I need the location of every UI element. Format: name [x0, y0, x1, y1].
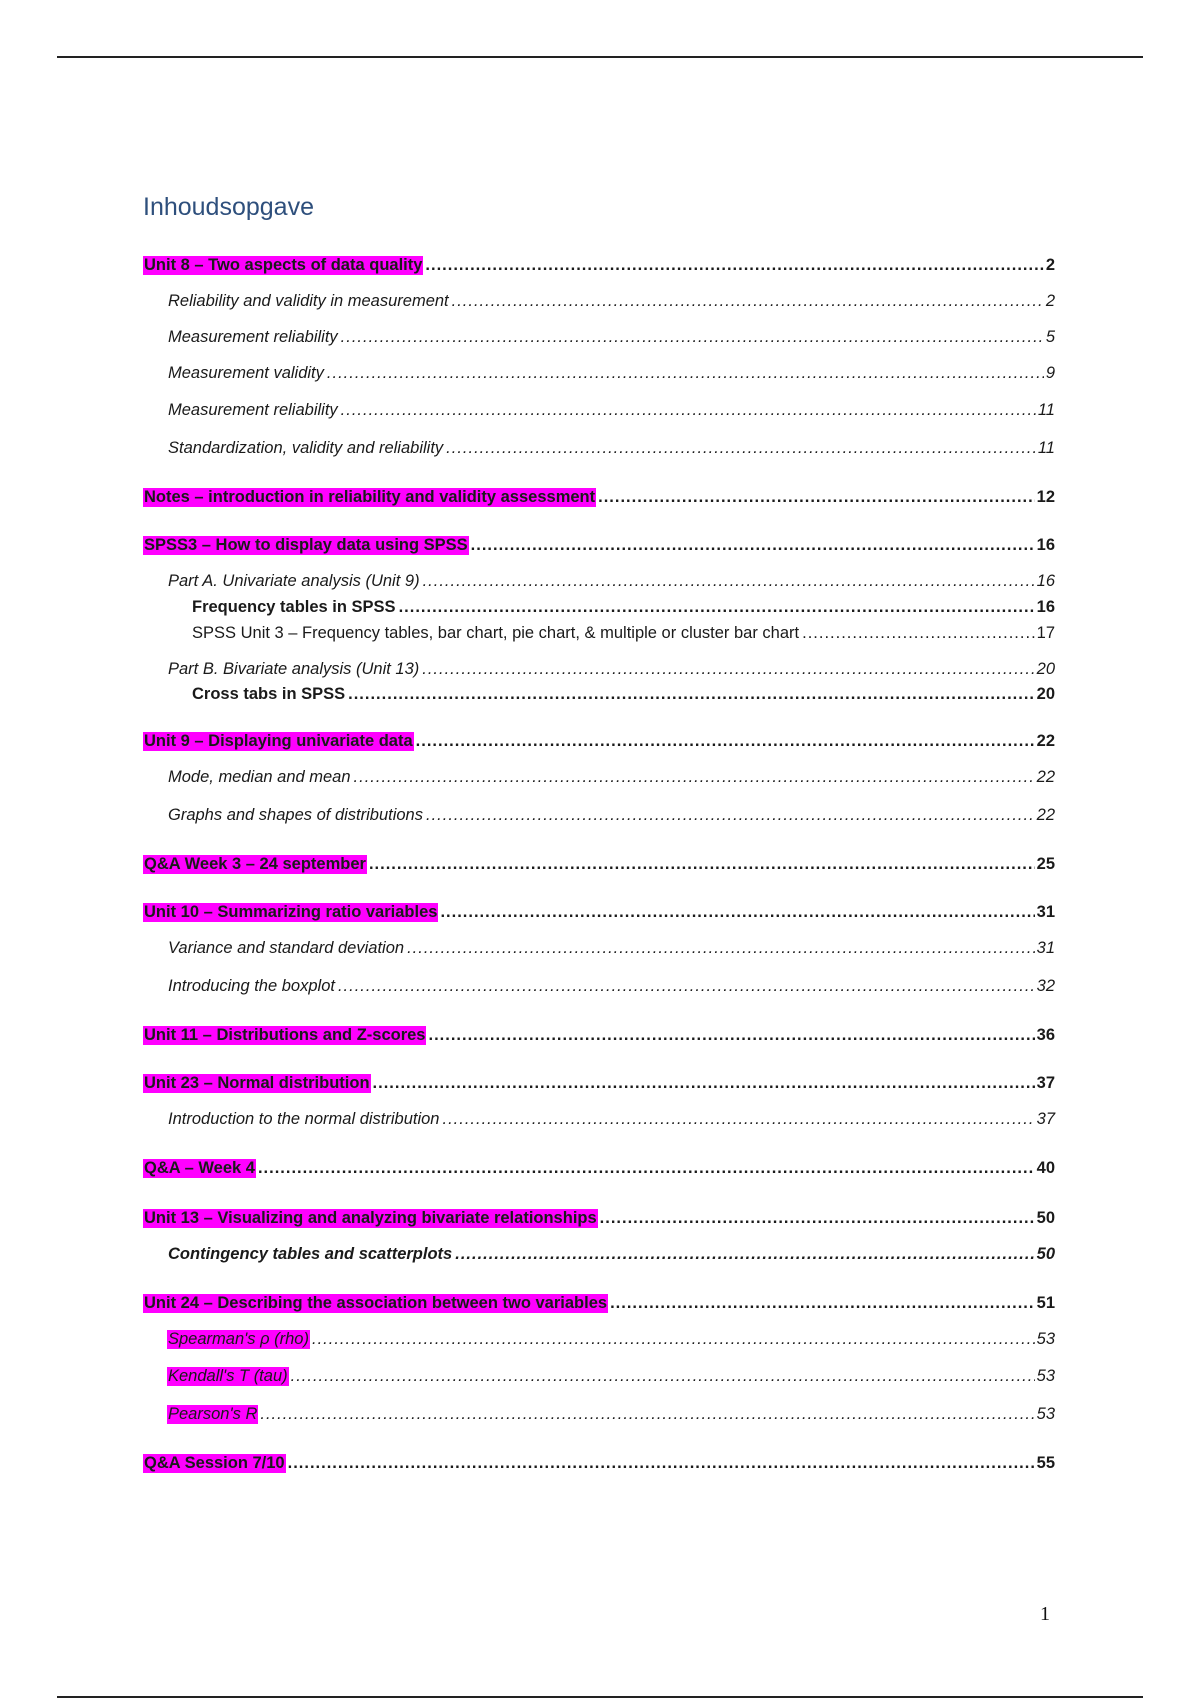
- toc-entry-text: Measurement reliability: [168, 328, 338, 346]
- toc-entry-page: 22: [1036, 806, 1055, 824]
- toc-entry-page: 31: [1036, 903, 1055, 921]
- dot-leader: [426, 806, 1035, 825]
- dot-leader: [291, 1367, 1035, 1386]
- toc-entry-page: 2: [1045, 292, 1055, 310]
- toc-entry-text: Measurement reliability: [168, 401, 338, 419]
- toc-entry-page: 53: [1036, 1367, 1055, 1385]
- toc-entry-text: Unit 11 – Distributions and Z-scores: [144, 1026, 426, 1044]
- dot-leader: [341, 328, 1044, 347]
- dot-leader: [598, 488, 1035, 507]
- toc-entry[interactable]: [167, 660, 1055, 686]
- dot-leader: [260, 1405, 1034, 1424]
- toc-entry-page: 22: [1036, 768, 1055, 786]
- toc-entry-text: Unit 23 – Normal distribution: [144, 1074, 370, 1092]
- page-number: 1: [1040, 1603, 1050, 1625]
- dot-leader: [416, 732, 1035, 751]
- toc-entry-text: Contingency tables and scatterplots: [168, 1245, 453, 1263]
- toc-entry-text: Part B. Bivariate analysis (Unit 13): [168, 660, 420, 678]
- toc-entry-text: Kendall's T (tau): [168, 1367, 288, 1385]
- dot-leader: [288, 1454, 1035, 1473]
- toc-entry-page: 25: [1036, 855, 1055, 873]
- toc-entry-text: SPSS Unit 3 – Frequency tables, bar chart, pie chart, & multiple or cluster bar chart: [192, 624, 800, 642]
- toc-entry-text: Q&A Session 7/10: [144, 1454, 285, 1472]
- toc-entry-page: 22: [1036, 732, 1055, 750]
- toc-entry-page: 37: [1036, 1074, 1055, 1092]
- dot-leader: [443, 1110, 1035, 1129]
- toc-entry[interactable]: [143, 732, 1055, 758]
- toc-entry-text: Frequency tables in SPSS: [192, 598, 396, 616]
- toc-entry-text: Unit 24 – Describing the association between two variables: [144, 1294, 608, 1312]
- dot-leader: [446, 439, 1036, 458]
- toc-entry[interactable]: [167, 1367, 1055, 1393]
- dot-leader: [802, 624, 1035, 643]
- toc-entry-text: Graphs and shapes of distributions: [168, 806, 423, 824]
- dot-leader: [428, 1026, 1034, 1045]
- toc-entry-text: Introduction to the normal distribution: [168, 1110, 440, 1128]
- toc-entry[interactable]: [143, 488, 1055, 514]
- footer-rule: [57, 1696, 1143, 1698]
- toc-entry[interactable]: [167, 572, 1055, 598]
- dot-leader: [423, 572, 1035, 591]
- toc-entry-page: 16: [1036, 536, 1055, 554]
- toc-entry[interactable]: [167, 292, 1055, 318]
- dot-leader: [373, 1074, 1035, 1093]
- toc-entry-text: Variance and standard deviation: [168, 939, 405, 957]
- toc-entry[interactable]: [167, 328, 1055, 354]
- toc-entry-page: 11: [1037, 439, 1055, 457]
- toc-entry-page: 9: [1045, 364, 1055, 382]
- dot-leader: [327, 364, 1044, 383]
- toc-entry-page: 5: [1045, 328, 1055, 346]
- toc-entry-page: 32: [1036, 977, 1055, 995]
- dot-leader: [610, 1294, 1035, 1313]
- toc-entry[interactable]: [143, 1026, 1055, 1052]
- toc-entry-page: 55: [1036, 1454, 1055, 1472]
- toc-entry-page: 16: [1036, 572, 1055, 590]
- toc-title: Inhoudsopgave: [143, 193, 314, 221]
- toc-entry-page: 16: [1036, 598, 1055, 616]
- dot-leader: [341, 401, 1036, 420]
- toc-entry-text: Cross tabs in SPSS: [192, 685, 346, 703]
- dot-leader: [600, 1209, 1035, 1228]
- toc-entry[interactable]: [167, 401, 1055, 427]
- toc-entry[interactable]: [167, 439, 1055, 465]
- dot-leader: [258, 1159, 1035, 1178]
- toc-entry-text: Introducing the boxplot: [168, 977, 335, 995]
- toc-entry-text: Part A. Univariate analysis (Unit 9): [168, 572, 420, 590]
- toc-entry-page: 53: [1036, 1330, 1055, 1348]
- toc-entry-text: Q&A – Week 4: [144, 1159, 255, 1177]
- dot-leader: [455, 1245, 1034, 1264]
- dot-leader: [425, 256, 1043, 275]
- toc-entry-text: Standardization, validity and reliability: [168, 439, 444, 457]
- toc-entry[interactable]: [143, 1294, 1055, 1320]
- dot-leader: [312, 1330, 1035, 1349]
- toc-entry[interactable]: [167, 939, 1055, 965]
- dot-leader: [422, 660, 1034, 679]
- toc-entry-text: Q&A Week 3 – 24 september: [144, 855, 366, 873]
- toc-entry-text: Notes – introduction in reliability and validity assessment: [144, 488, 596, 506]
- toc-entry[interactable]: [143, 1209, 1055, 1235]
- toc-entry-text: Mode, median and mean: [168, 768, 351, 786]
- toc-entry[interactable]: [167, 364, 1055, 390]
- dot-leader: [348, 685, 1035, 704]
- toc-entry[interactable]: [191, 624, 1055, 650]
- toc-entry[interactable]: [143, 1159, 1055, 1185]
- toc-entry[interactable]: [167, 806, 1055, 832]
- dot-leader: [471, 536, 1035, 555]
- toc-entry-page: 12: [1036, 488, 1055, 506]
- toc-entry-page: 17: [1036, 624, 1055, 642]
- toc-entry[interactable]: [191, 685, 1055, 711]
- toc-entry[interactable]: [167, 977, 1055, 1003]
- dot-leader: [354, 768, 1035, 787]
- header-rule: [57, 56, 1143, 58]
- toc-entry-page: 11: [1037, 401, 1055, 419]
- toc-entry[interactable]: [167, 1330, 1055, 1356]
- toc-entry-text: Unit 13 – Visualizing and analyzing bivariate relationships: [144, 1209, 597, 1227]
- toc-entry-page: 2: [1045, 256, 1055, 274]
- toc-entry-page: 53: [1036, 1405, 1055, 1423]
- toc-entry-text: SPSS3 – How to display data using SPSS: [144, 536, 468, 554]
- toc-entry[interactable]: [167, 1110, 1055, 1136]
- toc-entry[interactable]: [143, 855, 1055, 881]
- toc-entry[interactable]: [143, 536, 1055, 562]
- toc-entry[interactable]: [167, 768, 1055, 794]
- toc-entry-page: 40: [1036, 1159, 1055, 1177]
- toc-entry-page: 20: [1036, 660, 1055, 678]
- toc-entry[interactable]: [143, 1454, 1055, 1480]
- toc-entry-page: 50: [1036, 1209, 1055, 1227]
- toc-entry-text: Reliability and validity in measurement: [168, 292, 449, 310]
- dot-leader: [407, 939, 1035, 958]
- dot-leader: [452, 292, 1044, 311]
- toc-entry-text: Unit 8 – Two aspects of data quality: [144, 256, 423, 274]
- toc-entry-page: 50: [1036, 1245, 1055, 1263]
- toc-entry-text: Pearson's R: [168, 1405, 258, 1423]
- dot-leader: [399, 598, 1035, 617]
- toc-entry-page: 20: [1036, 685, 1055, 703]
- toc-entry-page: 31: [1036, 939, 1055, 957]
- toc-entry[interactable]: [167, 1405, 1055, 1431]
- toc-entry[interactable]: [143, 256, 1055, 282]
- toc-entry-text: Measurement validity: [168, 364, 324, 382]
- toc-entry[interactable]: [143, 903, 1055, 929]
- toc-entry-page: 36: [1036, 1026, 1055, 1044]
- dot-leader: [338, 977, 1035, 996]
- toc-entry[interactable]: [143, 1074, 1055, 1100]
- dot-leader: [369, 855, 1035, 874]
- toc-entry-page: 37: [1036, 1110, 1055, 1128]
- toc-entry-text: Unit 9 – Displaying univariate data: [144, 732, 413, 750]
- toc-entry-text: Unit 10 – Summarizing ratio variables: [144, 903, 438, 921]
- toc-entry[interactable]: [167, 1245, 1055, 1271]
- toc-entry-text: Spearman's ρ (rho): [168, 1330, 309, 1348]
- dot-leader: [440, 903, 1034, 922]
- toc-entry-page: 51: [1036, 1294, 1055, 1312]
- toc-entry[interactable]: [191, 598, 1055, 624]
